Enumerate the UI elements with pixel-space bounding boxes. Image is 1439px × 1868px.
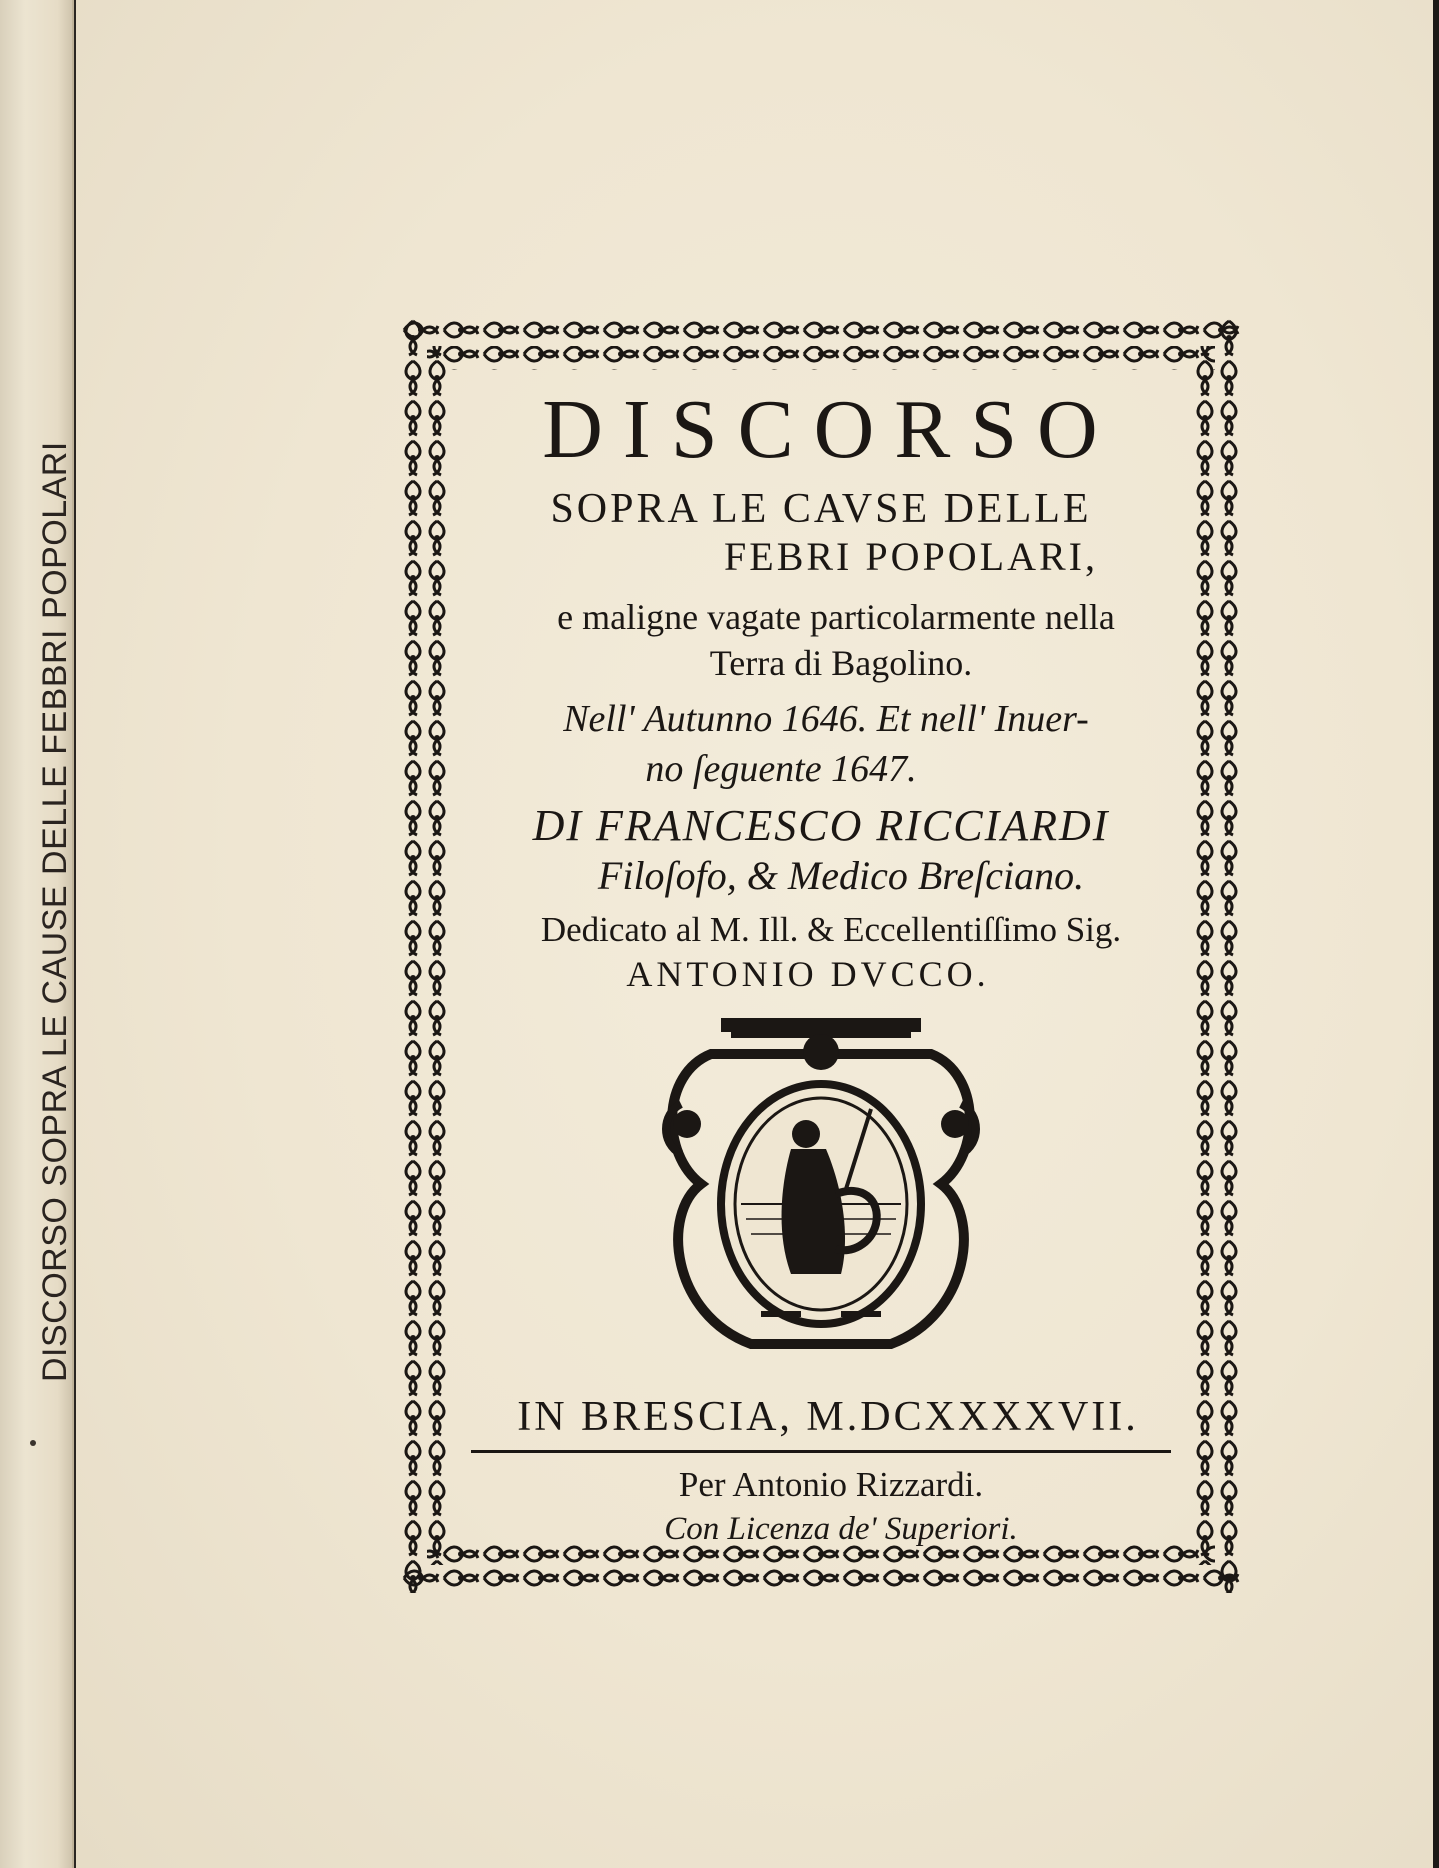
book-spine xyxy=(0,0,74,1868)
title-page-text xyxy=(463,378,1179,1551)
author-profession: Filoſofo, & Medico Breſciano. xyxy=(597,853,1085,898)
description-line-1: e maligne vagate particolarmente nella xyxy=(557,597,1115,637)
imprint-divider xyxy=(471,1450,1171,1453)
book-title: DISCORSO xyxy=(542,383,1118,476)
subtitle-line-1: SOPRA LE CAVSE DELLE xyxy=(550,486,1092,532)
dedication-line: Dedicato al M. Ill. & Eccellentiſſimo Sig. xyxy=(540,910,1122,949)
front-cover xyxy=(76,0,1439,1868)
dates-line-2: no ſeguente 1647. xyxy=(645,748,917,790)
subtitle-line-2: FEBRI POPOLARI, xyxy=(724,534,1098,579)
imprint-city-year: IN BRESCIA, M.DCXXXXVII. xyxy=(517,1394,1139,1440)
spine-dot xyxy=(30,1440,36,1446)
author-name: DI FRANCESCO RICCIARDI xyxy=(532,801,1110,850)
spine-title: DISCORSO SOPRA LE CAUSE DELLE FEBBRI POPOLARI xyxy=(36,441,74,1382)
dedicatee-name: ANTONIO DVCCO. xyxy=(626,954,990,994)
printer-name: Per Antonio Rizzardi. xyxy=(678,1465,984,1504)
cover-edge xyxy=(1433,0,1439,1868)
unicorn-printer-device-icon xyxy=(641,1014,1001,1374)
dates-line-1: Nell' Autunno 1646. Et nell' Inuer- xyxy=(563,698,1089,740)
description-line-2: Terra di Bagolino. xyxy=(709,643,973,683)
license-line: Con Licenza de' Superiori. xyxy=(664,1511,1018,1547)
title-page-frame xyxy=(401,318,1241,1593)
